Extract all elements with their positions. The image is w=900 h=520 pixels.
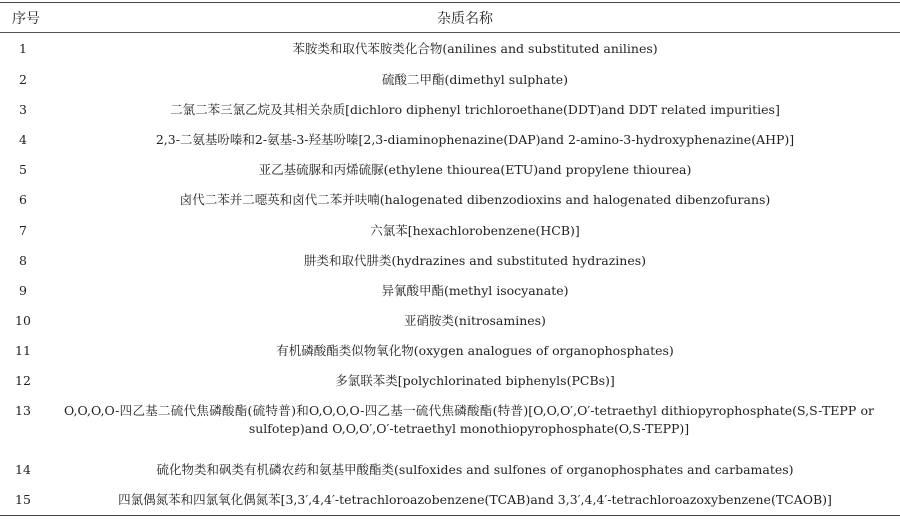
row-name: 有机磷酸酯类似物氧化物(oxygen analogues of organophosphates) — [276, 343, 674, 358]
row-number: 10 — [15, 313, 31, 328]
row-number: 1 — [19, 41, 27, 56]
row-number: 4 — [19, 132, 27, 147]
row-name: 肼类和取代肼类(hydrazines and substituted hydrazines) — [303, 253, 647, 268]
row-number: 15 — [15, 492, 31, 507]
row-name: 亚硝胺类(nitrosamines) — [404, 313, 546, 328]
header-name: 杂质名称 — [437, 11, 493, 27]
table-top-rule — [0, 2, 900, 3]
row-number: 14 — [15, 462, 31, 477]
row-name: 硫酸二甲酯(dimethyl sulphate) — [382, 72, 568, 87]
table-header-rule — [0, 32, 900, 33]
row-number: 3 — [19, 102, 27, 117]
row-name: O,O,O,O-四乙基二硫代焦磷酸酯(硫特普)和O,O,O,O-四乙基一硫代焦磷酸酯(特普)[O,O,O′,O′-tetraethyl dithiopyrophosphate(S,S-TEPP or sulfotep)and O,O,O′,O′-tetraethyl monothiopyrophosphate(O,S-TEPP)] — [64, 403, 874, 436]
row-name: 四氯偶氮苯和四氯氧化偶氮苯[3,3′,4,4′-tetrachloroazobenzene(TCAB)and 3,3′,4,4′-tetrachloroazoxybenzene(TCAOB)] — [118, 492, 832, 507]
row-name: 六氯苯[hexachlorobenzene(HCB)] — [370, 223, 580, 238]
row-number: 9 — [19, 283, 27, 298]
row-name: 苯胺类和取代苯胺类化合物(anilines and substituted anilines) — [292, 41, 658, 56]
row-name: 2,3-二氨基吩嗪和2-氨基-3-羟基吩嗪[2,3-diaminophenazine(DAP)and 2-amino-3-hydroxyphenazine(AHP)] — [155, 132, 795, 147]
row-number: 11 — [15, 343, 31, 358]
table-row — [0, 402, 900, 442]
row-number: 5 — [19, 162, 27, 177]
row-number: 12 — [15, 373, 31, 388]
row-name: 异氰酸甲酯(methyl isocyanate) — [381, 283, 569, 298]
row-number: 6 — [19, 192, 27, 207]
row-number: 2 — [19, 72, 27, 87]
row-name: 二氯二苯三氯乙烷及其相关杂质[dichloro diphenyl trichloroethane(DDT)and DDT related impurities] — [170, 102, 780, 117]
row-number: 8 — [19, 253, 27, 268]
row-number: 13 — [15, 403, 31, 418]
header-no: 序号 — [12, 11, 40, 27]
row-name: 亚乙基硫脲和丙烯硫脲(ethylene thiourea(ETU)and propylene thiourea) — [258, 162, 692, 177]
row-number: 7 — [19, 223, 27, 238]
table-bottom-rule — [0, 515, 900, 516]
row-name: 卤代二苯并二噁英和卤代二苯并呋喃(halogenated dibenzodioxins and halogenated dibenzofurans) — [179, 192, 771, 207]
row-name: 多氯联苯类[polychlorinated biphenyls(PCBs)] — [335, 373, 615, 388]
row-name: 硫化物类和砜类有机磷农药和氨基甲酸酯类(sulfoxides and sulfones of organophosphates and carbamates) — [156, 462, 794, 477]
